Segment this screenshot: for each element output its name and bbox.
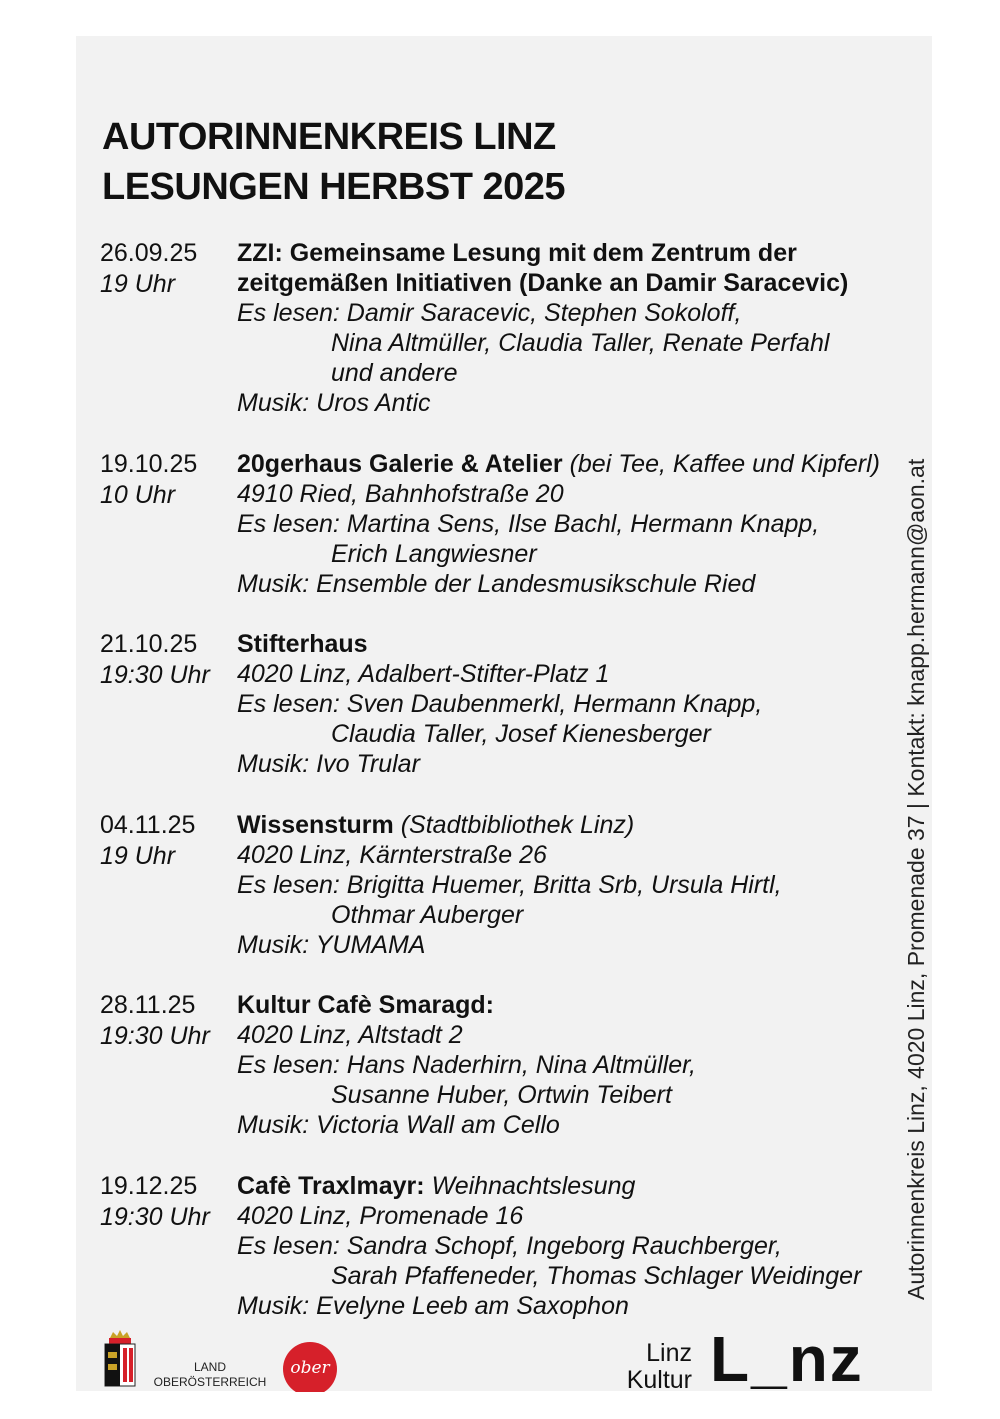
event-address: 4020 Linz, Altstadt 2 — [237, 1021, 463, 1049]
event-date: 26.09.25 — [100, 239, 198, 267]
event-address: 4020 Linz, Adalbert-Stifter-Platz 1 — [237, 660, 610, 688]
event-venue: 20gerhaus Galerie & Atelier — [237, 450, 563, 478]
event-music: Musik: Ivo Trular — [237, 750, 420, 778]
event-readers: Es lesen: Sandra Schopf, Ingeborg Rauchberger, — [237, 1232, 782, 1260]
event-music: Musik: Ensemble der Landesmusikschule Ried — [237, 570, 756, 598]
event-readers: Es lesen: Sven Daubenmerkl, Hermann Knapp, — [237, 690, 763, 718]
ober-logo-icon — [281, 1340, 339, 1392]
event-date: 19.12.25 — [100, 1172, 198, 1200]
kultur-label: Kultur — [626, 1366, 692, 1394]
event-readers-cont: Nina Altmüller, Claudia Taller, Renate Perfahl — [331, 329, 830, 357]
event-readers-cont: Susanne Huber, Ortwin Teibert — [331, 1081, 672, 1109]
event-venue: Stifterhaus — [237, 630, 368, 658]
event-venue: Cafè Traxlmayr: — [237, 1172, 425, 1200]
event-venue-note: (bei Tee, Kaffee und Kipferl) — [569, 450, 880, 478]
event-music: Musik: Victoria Wall am Cello — [237, 1111, 560, 1139]
event-address: 4910 Ried, Bahnhofstraße 20 — [237, 480, 564, 508]
event-time: 10 Uhr — [100, 481, 176, 509]
event-venue: Wissensturm — [237, 811, 394, 839]
event-details — [237, 629, 887, 779]
event-date: 19.10.25 — [100, 450, 198, 478]
event-music: Musik: Evelyne Leeb am Saxophon — [237, 1292, 629, 1320]
event-music: Musik: YUMAMA — [237, 931, 426, 959]
event-details — [237, 449, 887, 599]
event-date: 28.11.25 — [100, 991, 196, 1019]
event-address: 4020 Linz, Kärnterstraße 26 — [237, 841, 547, 869]
event-readers: Es lesen: Brigitta Huemer, Britta Srb, Ursula Hirtl, — [237, 871, 782, 899]
event-details — [237, 238, 887, 418]
event-time: 19 Uhr — [100, 842, 176, 870]
linz-kultur-label — [622, 1340, 692, 1394]
event-details — [237, 1171, 887, 1321]
event-venue: Kultur Cafè Smaragd: — [237, 991, 494, 1019]
event-details — [237, 990, 887, 1140]
event-music: Musik: Uros Antic — [237, 389, 431, 417]
contact-sidebar-text: Autorinnenkreis Linz, 4020 Linz, Promenade 37 | Kontakt: knapp.hermann@aon.at — [903, 458, 929, 1300]
event-readers-cont: Erich Langwiesner — [331, 540, 537, 568]
event-readers: Es lesen: Damir Saracevic, Stephen Sokoloff, — [237, 299, 742, 327]
event-readers-cont: Sarah Pfaffeneder, Thomas Schlager Weidinger — [331, 1262, 862, 1290]
event-venue-note: Weihnachtslesung — [431, 1172, 636, 1200]
event-time: 19:30 Uhr — [100, 1022, 210, 1050]
title-line-2: LESUNGEN HERBST 2025 — [102, 166, 566, 208]
event-time: 19:30 Uhr — [100, 661, 210, 689]
event-address: 4020 Linz, Promenade 16 — [237, 1202, 524, 1230]
linz-logo: L_nz — [710, 1323, 864, 1395]
event-readers: Es lesen: Hans Naderhirn, Nina Altmüller, — [237, 1051, 696, 1079]
land-oberoesterreich-text — [150, 1360, 270, 1390]
title-line-1: AUTORINNENKREIS LINZ — [102, 116, 556, 158]
event-venue-note: (Stadtbibliothek Linz) — [400, 811, 635, 839]
event-time: 19:30 Uhr — [100, 1203, 210, 1231]
oberoesterreich-label: OBERÖSTERREICH — [153, 1375, 267, 1389]
event-venue: ZZI: Gemeinsame Lesung mit dem Zentrum der — [237, 239, 797, 267]
event-date: 04.11.25 — [100, 811, 196, 839]
ober-logo-text: ober — [290, 1358, 330, 1378]
coat-of-arms-icon — [103, 1330, 137, 1388]
event-readers-cont-2: und andere — [331, 359, 458, 387]
land-label: LAND — [193, 1360, 226, 1374]
event-time: 19 Uhr — [100, 270, 176, 298]
event-readers-cont: Claudia Taller, Josef Kienesberger — [331, 720, 711, 748]
event-details — [237, 810, 887, 960]
event-date: 21.10.25 — [100, 630, 198, 658]
linz-label: Linz — [646, 1339, 692, 1367]
event-venue-line-2: zeitgemäßen Initiativen (Danke an Damir Saracevic) — [237, 269, 849, 297]
page-title — [102, 112, 565, 212]
event-readers: Es lesen: Martina Sens, Ilse Bachl, Hermann Knapp, — [237, 510, 820, 538]
event-readers-cont: Othmar Auberger — [331, 901, 524, 929]
